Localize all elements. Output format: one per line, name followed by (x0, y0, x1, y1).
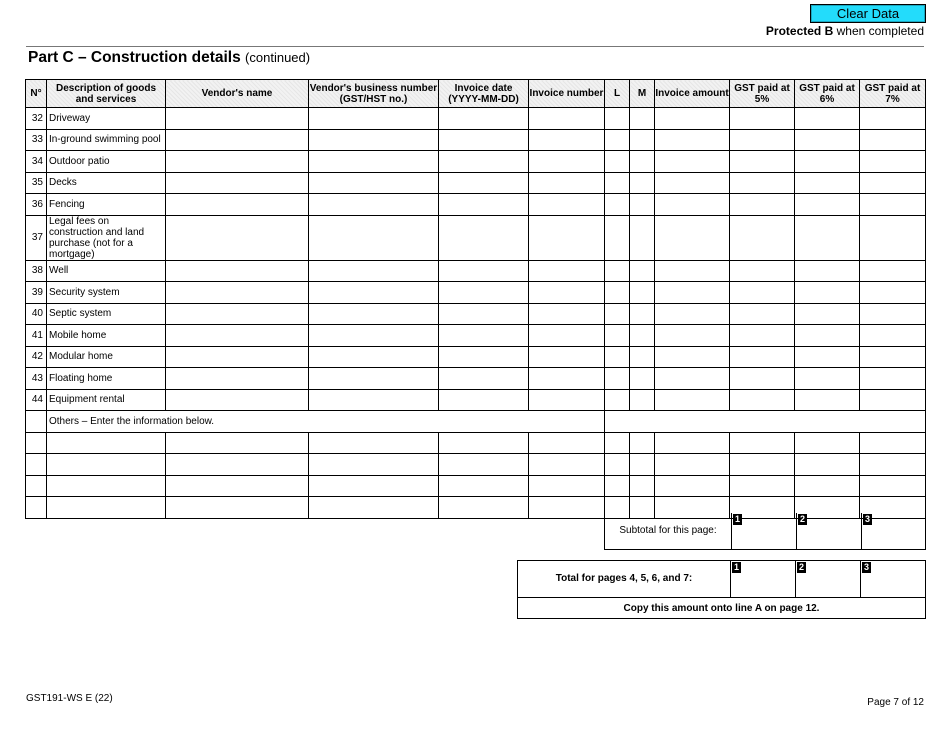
gst-7-field[interactable] (860, 475, 926, 497)
gst-5-field[interactable] (730, 194, 795, 216)
description-field[interactable] (47, 454, 166, 476)
m-field[interactable] (630, 475, 655, 497)
invoice-date-field[interactable] (439, 389, 529, 411)
subtotal-gst-5-field[interactable] (732, 513, 797, 549)
business-number-field[interactable] (309, 108, 439, 130)
business-number-field[interactable] (309, 454, 439, 476)
invoice-number-field[interactable] (529, 389, 605, 411)
row-description: Mobile home (47, 325, 166, 347)
gst-7-field[interactable] (860, 346, 926, 368)
gst-5-field[interactable] (730, 108, 795, 130)
row-number (26, 454, 47, 476)
gst-5-field[interactable] (730, 215, 795, 260)
row-number (26, 432, 47, 454)
table-row (26, 129, 926, 151)
invoice-date-field[interactable] (439, 215, 529, 260)
vendor-name-field[interactable] (166, 260, 309, 282)
row-number (26, 475, 47, 497)
invoice-number-field[interactable] (529, 215, 605, 260)
row-number: 34 (26, 151, 47, 173)
invoice-amount-field[interactable] (655, 454, 730, 476)
invoice-date-field[interactable] (439, 303, 529, 325)
protected-label: Protected B (765, 24, 834, 38)
invoice-amount-field[interactable] (655, 194, 730, 216)
table-row (26, 389, 926, 411)
l-field[interactable] (605, 282, 630, 304)
m-field[interactable] (630, 108, 655, 130)
header-col-gst-7: GST paid at 7% (860, 80, 926, 108)
business-number-field[interactable] (309, 282, 439, 304)
row-description: In-ground swimming pool (47, 129, 166, 151)
row-number: 43 (26, 368, 47, 390)
row-number: 35 (26, 172, 47, 194)
l-field[interactable] (605, 454, 630, 476)
invoice-date-field[interactable] (439, 346, 529, 368)
row-number: 37 (26, 215, 47, 260)
business-number-field[interactable] (309, 475, 439, 497)
m-field[interactable] (630, 368, 655, 390)
row-number: 40 (26, 303, 47, 325)
gst-7-field[interactable] (860, 194, 926, 216)
row-description: Septic system (47, 303, 166, 325)
gst-7-field[interactable] (860, 282, 926, 304)
header-col-invoice-amount: Invoice amount (655, 80, 730, 108)
header-col-invoice-date: Invoice date (YYYY-MM-DD) (439, 80, 529, 108)
construction-details-table (25, 79, 926, 519)
gst-7-field[interactable] (860, 108, 926, 130)
invoice-date-field[interactable] (439, 282, 529, 304)
business-number-field[interactable] (309, 303, 439, 325)
box-number-3: 3 (863, 562, 869, 572)
table-row (26, 151, 926, 173)
l-field[interactable] (605, 346, 630, 368)
vendor-name-field[interactable] (166, 303, 309, 325)
box-number-2: 2 (798, 562, 804, 572)
box-number-2: 2 (799, 514, 805, 524)
gst-7-field[interactable] (860, 389, 926, 411)
row-number: 32 (26, 108, 47, 130)
invoice-amount-field[interactable] (655, 151, 730, 173)
m-field[interactable] (630, 151, 655, 173)
table-row (26, 325, 926, 347)
invoice-date-field[interactable] (439, 432, 529, 454)
invoice-date-field[interactable] (439, 454, 529, 476)
gst-7-field[interactable] (860, 260, 926, 282)
gst-6-field[interactable] (795, 475, 860, 497)
gst-5-field[interactable] (730, 475, 795, 497)
m-field[interactable] (630, 303, 655, 325)
description-field[interactable] (47, 497, 166, 519)
m-field[interactable] (630, 260, 655, 282)
vendor-name-field[interactable] (166, 282, 309, 304)
gst-6-field[interactable] (795, 389, 860, 411)
total-section (517, 560, 926, 619)
row-description: Legal fees on construction and land purchase (not for a mortgage) (47, 215, 166, 260)
invoice-date-field[interactable] (439, 475, 529, 497)
l-field[interactable] (605, 215, 630, 260)
vendor-name-field[interactable] (166, 194, 309, 216)
total-label: Total for pages 4, 5, 6, and 7: (555, 573, 693, 584)
blank-entry-row (26, 432, 926, 454)
others-label: Others – Enter the information below. (47, 411, 605, 433)
m-field[interactable] (630, 325, 655, 347)
gst-6-field[interactable] (795, 454, 860, 476)
l-field[interactable] (605, 260, 630, 282)
total-copy-note: Copy this amount onto line A on page 12. (518, 597, 925, 619)
m-field[interactable] (630, 454, 655, 476)
total-gst-5-field[interactable] (730, 561, 795, 597)
l-field[interactable] (605, 108, 630, 130)
invoice-number-field[interactable] (529, 303, 605, 325)
l-field[interactable] (605, 432, 630, 454)
invoice-amount-field[interactable] (655, 432, 730, 454)
row-number (26, 497, 47, 519)
vendor-name-field[interactable] (166, 215, 309, 260)
invoice-amount-field[interactable] (655, 282, 730, 304)
m-field[interactable] (630, 172, 655, 194)
l-field[interactable] (605, 325, 630, 347)
total-gst-7-field[interactable] (860, 561, 926, 597)
row-number: 33 (26, 129, 47, 151)
invoice-amount-field[interactable] (655, 129, 730, 151)
row-number: 41 (26, 325, 47, 347)
invoice-number-field[interactable] (529, 432, 605, 454)
gst-5-field[interactable] (730, 346, 795, 368)
business-number-field[interactable] (309, 215, 439, 260)
invoice-amount-field[interactable] (655, 368, 730, 390)
row-description: Equipment rental (47, 389, 166, 411)
gst-5-field[interactable] (730, 303, 795, 325)
invoice-number-field[interactable] (529, 497, 605, 519)
others-number-cell (26, 411, 47, 433)
invoice-number-field[interactable] (529, 454, 605, 476)
others-row (26, 411, 926, 433)
invoice-amount-field[interactable] (655, 260, 730, 282)
l-field[interactable] (605, 151, 630, 173)
business-number-field[interactable] (309, 346, 439, 368)
business-number-field[interactable] (309, 368, 439, 390)
table-row (26, 108, 926, 130)
vendor-name-field[interactable] (166, 432, 309, 454)
gst-6-field[interactable] (795, 260, 860, 282)
gst-6-field[interactable] (795, 303, 860, 325)
description-field[interactable] (47, 475, 166, 497)
invoice-amount-field[interactable] (655, 325, 730, 347)
box-number-3: 3 (864, 514, 870, 524)
invoice-date-field[interactable] (439, 194, 529, 216)
table-row (26, 172, 926, 194)
header-col-m: M (630, 80, 655, 108)
gst-7-field[interactable] (860, 454, 926, 476)
l-field[interactable] (605, 368, 630, 390)
row-number: 42 (26, 346, 47, 368)
business-number-field[interactable] (309, 194, 439, 216)
gst-5-field[interactable] (730, 389, 795, 411)
business-number-field[interactable] (309, 129, 439, 151)
vendor-name-field[interactable] (166, 389, 309, 411)
invoice-amount-field[interactable] (655, 389, 730, 411)
invoice-amount-field[interactable] (655, 215, 730, 260)
part-title-text: Part C – Construction details (28, 49, 241, 66)
header-col-l: L (605, 80, 630, 108)
invoice-date-field[interactable] (439, 260, 529, 282)
table-row (26, 260, 926, 282)
l-field[interactable] (605, 475, 630, 497)
invoice-number-field[interactable] (529, 282, 605, 304)
row-description: Outdoor patio (47, 151, 166, 173)
gst-5-field[interactable] (730, 260, 795, 282)
table-row (26, 215, 926, 260)
invoice-amount-field[interactable] (655, 346, 730, 368)
gst-6-field[interactable] (795, 129, 860, 151)
table-row (26, 282, 926, 304)
invoice-number-field[interactable] (529, 368, 605, 390)
row-description: Security system (47, 282, 166, 304)
row-description: Modular home (47, 346, 166, 368)
vendor-name-field[interactable] (166, 172, 309, 194)
business-number-field[interactable] (309, 432, 439, 454)
invoice-number-field[interactable] (529, 108, 605, 130)
row-number: 39 (26, 282, 47, 304)
row-description: Decks (47, 172, 166, 194)
gst-7-field[interactable] (860, 325, 926, 347)
row-number: 38 (26, 260, 47, 282)
subtotal-row (604, 513, 926, 550)
business-number-field[interactable] (309, 151, 439, 173)
vendor-name-field[interactable] (166, 325, 309, 347)
gst-6-field[interactable] (795, 151, 860, 173)
invoice-number-field[interactable] (529, 325, 605, 347)
invoice-number-field[interactable] (529, 475, 605, 497)
page-title (28, 49, 310, 67)
invoice-date-field[interactable] (439, 325, 529, 347)
gst-6-field[interactable] (795, 346, 860, 368)
business-number-field[interactable] (309, 389, 439, 411)
blank-entry-row (26, 454, 926, 476)
invoice-number-field[interactable] (529, 129, 605, 151)
invoice-number-field[interactable] (529, 172, 605, 194)
total-gst-6-field[interactable] (795, 561, 860, 597)
business-number-field[interactable] (309, 172, 439, 194)
invoice-amount-field[interactable] (655, 172, 730, 194)
invoice-number-field[interactable] (529, 194, 605, 216)
page-number: Page 7 of 12 (867, 697, 924, 708)
gst-6-field[interactable] (795, 108, 860, 130)
gst-5-field[interactable] (730, 325, 795, 347)
vendor-name-field[interactable] (166, 368, 309, 390)
gst-7-field[interactable] (860, 303, 926, 325)
l-field[interactable] (605, 389, 630, 411)
gst-6-field[interactable] (795, 194, 860, 216)
header-divider (26, 46, 924, 47)
gst-5-field[interactable] (730, 151, 795, 173)
l-field[interactable] (605, 194, 630, 216)
blank-entry-row (26, 475, 926, 497)
header-col-business-number: Vendor's business number (GST/HST no.) (309, 80, 439, 108)
row-description: Floating home (47, 368, 166, 390)
clear-data-button[interactable]: Clear Data (810, 4, 926, 23)
invoice-date-field[interactable] (439, 172, 529, 194)
header-col-gst-5: GST paid at 5% (730, 80, 795, 108)
vendor-name-field[interactable] (166, 475, 309, 497)
business-number-field[interactable] (309, 325, 439, 347)
invoice-amount-field[interactable] (655, 303, 730, 325)
business-number-field[interactable] (309, 260, 439, 282)
header-col-invoice-number: Invoice number (529, 80, 605, 108)
row-description: Fencing (47, 194, 166, 216)
table-row (26, 346, 926, 368)
vendor-name-field[interactable] (166, 497, 309, 519)
gst-6-field[interactable] (795, 325, 860, 347)
table-row (26, 303, 926, 325)
box-number-1: 1 (733, 562, 739, 572)
gst-7-field[interactable] (860, 368, 926, 390)
invoice-date-field[interactable] (439, 129, 529, 151)
part-continued: (continued) (245, 50, 311, 65)
header-col-description: Description of goods and services (47, 80, 166, 108)
vendor-name-field[interactable] (166, 108, 309, 130)
gst-7-field[interactable] (860, 215, 926, 260)
invoice-date-field[interactable] (439, 151, 529, 173)
gst-7-field[interactable] (860, 151, 926, 173)
gst-5-field[interactable] (730, 129, 795, 151)
gst-6-field[interactable] (795, 368, 860, 390)
invoice-number-field[interactable] (529, 346, 605, 368)
invoice-date-field[interactable] (439, 368, 529, 390)
l-field[interactable] (605, 129, 630, 151)
invoice-number-field[interactable] (529, 151, 605, 173)
l-field[interactable] (605, 172, 630, 194)
table-body (26, 108, 926, 519)
form-id: GST191-WS E (22) (26, 693, 113, 704)
header-col-vendor-name: Vendor's name (166, 80, 309, 108)
gst-6-field[interactable] (795, 215, 860, 260)
invoice-number-field[interactable] (529, 260, 605, 282)
m-field[interactable] (630, 346, 655, 368)
header-col-number: N° (26, 80, 47, 108)
subtotal-gst-7-field[interactable] (862, 513, 925, 549)
gst-5-field[interactable] (730, 172, 795, 194)
m-field[interactable] (630, 194, 655, 216)
invoice-date-field[interactable] (439, 108, 529, 130)
m-field[interactable] (630, 389, 655, 411)
table-row (26, 194, 926, 216)
others-empty-area (605, 411, 926, 433)
gst-5-field[interactable] (730, 282, 795, 304)
gst-6-field[interactable] (795, 282, 860, 304)
gst-7-field[interactable] (860, 172, 926, 194)
m-field[interactable] (630, 215, 655, 260)
table-row (26, 368, 926, 390)
vendor-name-field[interactable] (166, 454, 309, 476)
description-field[interactable] (47, 432, 166, 454)
vendor-name-field[interactable] (166, 129, 309, 151)
protected-notice (766, 24, 924, 38)
box-number-1: 1 (734, 514, 740, 524)
m-field[interactable] (630, 432, 655, 454)
invoice-amount-field[interactable] (655, 108, 730, 130)
gst-7-field[interactable] (860, 432, 926, 454)
invoice-amount-field[interactable] (655, 475, 730, 497)
row-number: 44 (26, 389, 47, 411)
table-header-row (26, 80, 926, 108)
subtotal-gst-6-field[interactable] (797, 513, 862, 549)
subtotal-label: Subtotal for this page: (605, 513, 732, 549)
gst-5-field[interactable] (730, 368, 795, 390)
row-description: Well (47, 260, 166, 282)
protected-suffix: when completed (833, 24, 924, 38)
m-field[interactable] (630, 282, 655, 304)
l-field[interactable] (605, 303, 630, 325)
invoice-date-field[interactable] (439, 497, 529, 519)
row-description: Driveway (47, 108, 166, 130)
gst-6-field[interactable] (795, 432, 860, 454)
vendor-name-field[interactable] (166, 346, 309, 368)
header-col-gst-6: GST paid at 6% (795, 80, 860, 108)
m-field[interactable] (630, 129, 655, 151)
gst-6-field[interactable] (795, 172, 860, 194)
business-number-field[interactable] (309, 497, 439, 519)
row-number: 36 (26, 194, 47, 216)
vendor-name-field[interactable] (166, 151, 309, 173)
gst-5-field[interactable] (730, 454, 795, 476)
gst-5-field[interactable] (730, 432, 795, 454)
gst-7-field[interactable] (860, 129, 926, 151)
